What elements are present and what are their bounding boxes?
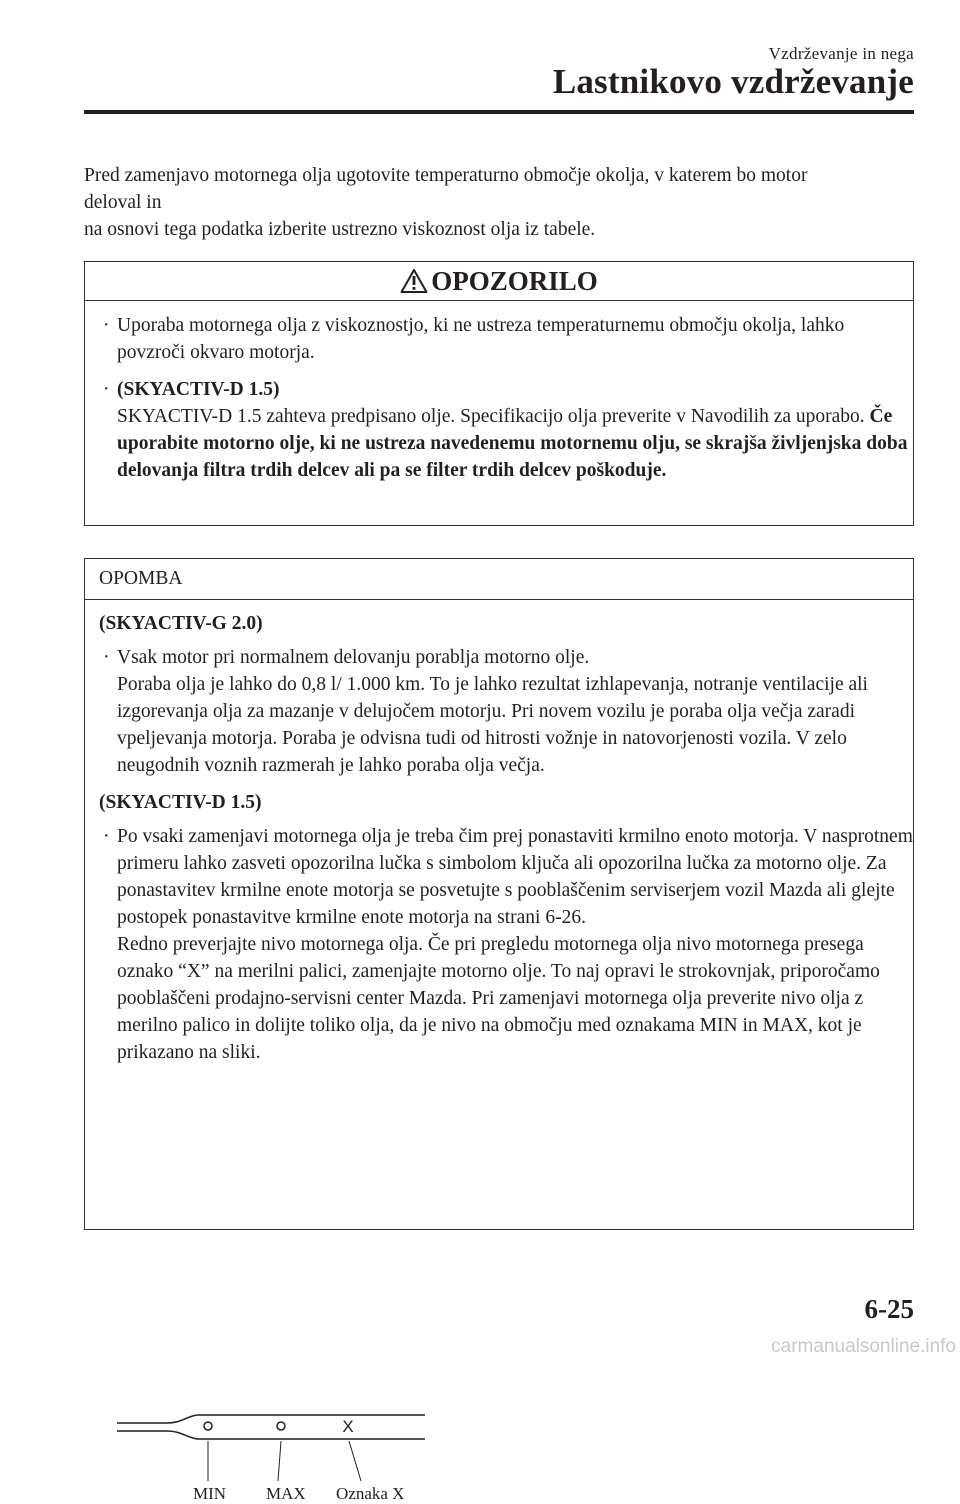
bullet-dot: · bbox=[103, 315, 110, 336]
page-number: 6-25 bbox=[864, 1294, 914, 1324]
note-d-para-2: Redno preverjajte nivo motornega olja. Če pri pregledu motornega olja nivo motornega presega oznako “X” na merilni palici, zamenjajte motorno olje. To naj opravi le strokovnjak, priporočamo pooblaščeni prodajno-servisni center Mazda. Pri zamenjavi motornega olja preverite nivo olja z merilno palico in dolijte toliko olja, da je nivo na območju med oznakama MIN in MAX, kot je prikazano na sliki. bbox=[117, 934, 880, 1063]
warning-header bbox=[85, 262, 913, 301]
x-mark: X bbox=[342, 1417, 354, 1436]
bullet-dot: · bbox=[103, 647, 110, 668]
note-g-heading: (SKYACTIV-G 2.0) bbox=[99, 613, 263, 634]
note-g-bullet bbox=[85, 644, 913, 779]
header-rule bbox=[84, 110, 914, 114]
label-max: MAX bbox=[266, 1484, 306, 1503]
note-d-heading: (SKYACTIV-D 1.5) bbox=[99, 792, 262, 813]
max-mark bbox=[277, 1422, 285, 1430]
label-x: Oznaka X bbox=[336, 1484, 405, 1503]
warning-triangle-icon bbox=[400, 268, 428, 294]
note-d-bullet bbox=[85, 823, 913, 1066]
min-mark bbox=[204, 1422, 212, 1430]
warning-bullet-2-heading: (SKYACTIV-D 1.5) bbox=[117, 379, 280, 400]
warning-title: OPOZORILO bbox=[431, 265, 598, 296]
dipstick-figure bbox=[115, 1411, 435, 1491]
warning-box bbox=[84, 261, 914, 526]
x-leader bbox=[349, 1441, 361, 1481]
warning-bullet-2 bbox=[85, 376, 913, 484]
page-title: Lastnikovo vzdrževanje bbox=[552, 62, 914, 101]
intro-line-1: Pred zamenjavo motornega olja ugotovite temperaturno območje okolja, v katerem bo motor bbox=[84, 165, 808, 186]
max-leader bbox=[278, 1441, 281, 1481]
watermark: carmanualsonline.info bbox=[771, 1336, 956, 1357]
intro-line-2: deloval in bbox=[84, 192, 162, 213]
bullet-dot: · bbox=[103, 826, 110, 847]
warning-bullet-2-bold: Če uporabite motorno olje, ki ne ustreza navedenemu motornemu olju, se skrajša življenjska doba delovanja filtra trdih delcev ali pa se filter trdih delcev poškoduje. bbox=[117, 406, 908, 481]
dipstick-outline bbox=[117, 1415, 425, 1439]
note-title: OPOMBA bbox=[99, 568, 183, 589]
note-header bbox=[85, 559, 913, 600]
bullet-dot: · bbox=[103, 379, 110, 400]
warning-bullet-1-text: Uporaba motornega olja z viskoznostjo, ki ne ustreza temperaturnemu območju okolja, lahko povzroči okvaro motorja. bbox=[117, 315, 845, 363]
intro-line-3: na osnovi tega podatka izberite ustrezno viskoznost olja iz tabele. bbox=[84, 219, 596, 240]
note-g-line-1: Vsak motor pri normalnem delovanju porablja motorno olje. bbox=[117, 647, 590, 668]
warning-bullet-2-text: SKYACTIV-D 1.5 zahteva predpisano olje. Specifikacijo olja preverite v Navodilih za uporabo. bbox=[117, 406, 865, 427]
header-section: Vzdrževanje in nega bbox=[768, 44, 914, 63]
note-d-para-1: Po vsaki zamenjavi motornega olja je treba čim prej ponastaviti krmilno enoto motorja. V nasprotnem primeru lahko zasveti opozorilna lučka s simbolom ključa ali opozorilna lučka za motorno olje. Za ponastavitev krmilne enote motorja se posvetujte s pooblaščenim serviserjem vozil Mazda ali glejte postopek ponastavitve krmilne enote motorja na strani 6-26. bbox=[117, 826, 913, 928]
note-g-line-2: Poraba olja je lahko do 0,8 l/ 1.000 km. To je lahko rezultat izhlapevanja, notranje ventilacije ali izgorevanja olja za mazanje v delujočem motorju. Pri novem vozilu je poraba olja večja zaradi vpeljevanja motorja. Poraba je odvisna tudi od hitrosti vožnje in natovorjenosti vozila. V zelo neugodnih voznih razmerah je lahko poraba olja večja. bbox=[117, 674, 868, 776]
label-min: MIN bbox=[193, 1484, 227, 1503]
warning-bullet-1 bbox=[85, 312, 913, 366]
intro-text bbox=[84, 162, 914, 243]
